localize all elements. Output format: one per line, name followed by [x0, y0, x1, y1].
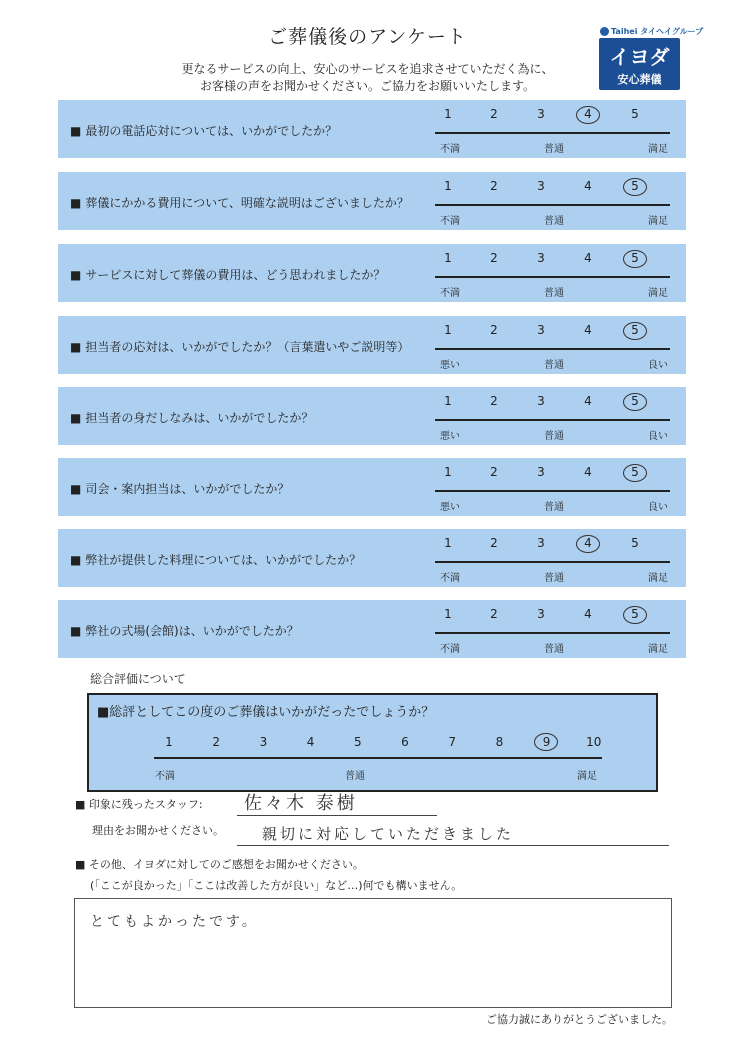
- question-5: [58, 387, 686, 445]
- question-label: 担当者の身だしなみは、いかがでしたか？: [85, 411, 314, 425]
- question-label: 担当者の応対は、いかがでしたか？（言葉遣いやご説明等）: [85, 340, 410, 354]
- summary-option-10[interactable]: 10: [586, 735, 602, 749]
- question-text: [70, 122, 337, 139]
- bullet-square-icon: ■: [70, 553, 82, 567]
- summary-option-3[interactable]: 3: [259, 735, 268, 749]
- rating-label: 普通: [544, 216, 564, 227]
- rating-option-3[interactable]: 3: [537, 179, 545, 193]
- question-label: 司会・案内担当は、いかがでしたか？: [85, 482, 290, 496]
- rating-option-5[interactable]: 5: [631, 179, 639, 193]
- selected-circle-mark: [623, 250, 647, 268]
- rating-label: 満足: [648, 216, 668, 227]
- rating-label: 悪い: [440, 431, 460, 442]
- rating-option-5[interactable]: 5: [631, 323, 639, 337]
- rating-option-4[interactable]: 4: [584, 179, 592, 193]
- company-logo: [599, 38, 680, 90]
- rating-scale: [438, 394, 668, 410]
- rating-scale-line: [435, 419, 670, 421]
- intro-line-1: 更なるサービスの向上、安心のサービスを追求させていただく為に、: [181, 62, 554, 76]
- rating-option-1[interactable]: 1: [444, 107, 452, 121]
- bullet-square-icon: ■: [70, 411, 82, 425]
- rating-label: 普通: [544, 502, 564, 513]
- page-title: ご葬儀後のアンケート: [268, 26, 467, 48]
- question-label: 弊社が提供した料理については、いかがでしたか？: [85, 553, 362, 567]
- rating-label: 満足: [648, 573, 668, 584]
- selected-circle-mark: [623, 606, 647, 624]
- rating-scale-line: [435, 632, 670, 634]
- rating-label: 良い: [648, 502, 668, 513]
- comment-value: とてもよかったです。: [90, 914, 259, 930]
- taihei-mark-icon: [600, 27, 609, 36]
- summary-option-4[interactable]: 4: [306, 735, 315, 749]
- question-1: [58, 100, 686, 158]
- rating-label: 不満: [440, 644, 460, 655]
- rating-label: 良い: [648, 360, 668, 371]
- group-logo-text: Taihei タイヘイグループ: [611, 27, 704, 36]
- rating-label: 満足: [648, 144, 668, 155]
- rating-scale: [438, 179, 668, 195]
- other-hint: (「ここが良かった」「ここは改善した方が良い」など…)何でも構いません。: [90, 879, 463, 892]
- rating-scale: [438, 323, 668, 339]
- rating-option-3[interactable]: 3: [537, 394, 545, 408]
- selected-circle-mark: [576, 535, 600, 553]
- question-4: [58, 316, 686, 374]
- bullet-square-icon: ■: [70, 268, 82, 282]
- rating-option-3[interactable]: 3: [537, 536, 545, 550]
- rating-option-2[interactable]: 2: [490, 465, 498, 479]
- rating-scale: [438, 251, 668, 267]
- rating-option-4[interactable]: 4: [584, 323, 592, 337]
- bullet-square-icon: ■: [70, 124, 82, 138]
- rating-option-4[interactable]: 4: [584, 394, 592, 408]
- logo-main-text: イヨダ: [609, 45, 670, 69]
- summary-option-2[interactable]: 2: [212, 735, 220, 749]
- rating-option-2[interactable]: 2: [490, 107, 498, 121]
- summary-option-7[interactable]: 7: [448, 735, 456, 749]
- question-text: [70, 622, 299, 639]
- question-2: [58, 172, 686, 230]
- rating-label: 普通: [544, 144, 564, 155]
- rating-scale: [438, 465, 668, 481]
- summary-box: [87, 693, 658, 792]
- question-label: 弊社の式場(会館)は、いかがでしたか？: [85, 624, 299, 638]
- rating-option-5[interactable]: 5: [631, 536, 639, 550]
- selected-circle-mark: [623, 393, 647, 411]
- rating-label: 満足: [648, 288, 668, 299]
- question-7: [58, 529, 686, 587]
- rating-option-5[interactable]: 5: [631, 107, 639, 121]
- question-3: [58, 244, 686, 302]
- selected-circle-mark: [623, 464, 647, 482]
- rating-option-1[interactable]: 1: [444, 179, 452, 193]
- summary-option-1[interactable]: 1: [165, 735, 173, 749]
- rating-label: 不満: [440, 216, 460, 227]
- summary-option-5[interactable]: 5: [353, 735, 362, 749]
- rating-label: 普通: [544, 573, 564, 584]
- summary-label: 不満: [155, 771, 175, 782]
- rating-scale-line: [435, 490, 670, 492]
- rating-option-3[interactable]: 3: [537, 607, 545, 621]
- rating-option-1[interactable]: 1: [444, 536, 452, 550]
- reason-underline: [237, 845, 669, 846]
- selected-circle-mark: [576, 106, 600, 124]
- other-label: ■ その他、イヨダに対してのご感想をお聞かせください。: [75, 858, 364, 871]
- rating-scale: [438, 536, 668, 552]
- rating-label: 満足: [648, 644, 668, 655]
- rating-label: 普通: [544, 644, 564, 655]
- summary-selected-circle-mark: [534, 733, 558, 751]
- rating-scale-line: [435, 561, 670, 563]
- rating-option-4[interactable]: 4: [584, 536, 592, 550]
- intro-line-2: お客様の声をお聞かせください。ご協力をお願いいたします。: [199, 79, 536, 93]
- question-label: サービスに対して葬儀の費用は、どう思われましたか？: [85, 268, 386, 282]
- staff-label: ■ 印象に残ったスタッフ:: [75, 798, 203, 811]
- summary-option-6[interactable]: 6: [401, 735, 409, 749]
- question-label: 最初の電話応対については、いかがでしたか？: [85, 124, 338, 138]
- rating-option-2[interactable]: 2: [490, 179, 498, 193]
- question-text: [70, 480, 289, 497]
- rating-option-4[interactable]: 4: [584, 107, 592, 121]
- question-text: [70, 338, 409, 355]
- rating-scale: [438, 107, 668, 123]
- reason-value: 親切に対応していただきました: [262, 825, 515, 843]
- selected-circle-mark: [623, 322, 647, 340]
- rating-label: 普通: [544, 360, 564, 371]
- rating-label: 不満: [440, 573, 460, 584]
- rating-label: 普通: [544, 288, 564, 299]
- staff-underline: [237, 815, 437, 816]
- question-text: [70, 194, 409, 211]
- rating-option-3[interactable]: 3: [537, 323, 545, 337]
- summary-question: ■総評としてこの度のご葬儀はいかがだったでしょうか？: [97, 705, 435, 720]
- summary-option-8[interactable]: 8: [495, 735, 504, 749]
- rating-option-5[interactable]: 5: [631, 607, 639, 621]
- question-text: [70, 551, 361, 568]
- rating-scale-line: [435, 276, 670, 278]
- rating-option-2[interactable]: 2: [490, 536, 498, 550]
- rating-option-5[interactable]: 5: [631, 251, 639, 265]
- rating-option-1[interactable]: 1: [444, 465, 452, 479]
- rating-scale-line: [435, 132, 670, 134]
- rating-option-5[interactable]: 5: [631, 394, 639, 408]
- rating-scale: [438, 607, 668, 623]
- summary-scale-line: [154, 757, 602, 759]
- summary-option-9[interactable]: 9: [542, 735, 551, 749]
- rating-scale-line: [435, 348, 670, 350]
- thanks-text: ご協力誠にありがとうございました。: [486, 1013, 673, 1026]
- bullet-square-icon: ■: [70, 624, 82, 638]
- rating-label: 不満: [440, 144, 460, 155]
- question-8: [58, 600, 686, 658]
- selected-circle-mark: [623, 178, 647, 196]
- summary-section-title: 総合評価について: [90, 672, 186, 686]
- reason-label: 理由をお聞かせください。: [92, 824, 224, 837]
- rating-label: 普通: [544, 431, 564, 442]
- logo-sub-text: 安心葬儀: [617, 73, 662, 86]
- rating-option-5[interactable]: 5: [631, 465, 639, 479]
- question-6: [58, 458, 686, 516]
- bullet-square-icon: ■: [70, 196, 82, 210]
- group-logo: [600, 26, 703, 37]
- rating-option-2[interactable]: 2: [490, 251, 498, 265]
- rating-option-1[interactable]: 1: [444, 251, 452, 265]
- rating-label: 良い: [648, 431, 668, 442]
- rating-option-4[interactable]: 4: [584, 251, 592, 265]
- staff-name-value: 佐々木 泰樹: [244, 793, 358, 814]
- comment-box: [74, 898, 672, 1008]
- question-text: [70, 409, 313, 426]
- bullet-square-icon: ■: [70, 340, 82, 354]
- rating-label: 悪い: [440, 502, 460, 513]
- rating-option-1[interactable]: 1: [444, 323, 452, 337]
- rating-scale-line: [435, 204, 670, 206]
- question-label: 葬儀にかかる費用について、明確な説明はございましたか？: [85, 196, 409, 210]
- summary-label: 普通: [345, 771, 365, 782]
- bullet-square-icon: ■: [70, 482, 82, 496]
- rating-option-3[interactable]: 3: [537, 465, 545, 479]
- rating-option-1[interactable]: 1: [444, 394, 452, 408]
- rating-option-3[interactable]: 3: [537, 107, 545, 121]
- rating-label: 悪い: [440, 360, 460, 371]
- rating-label: 不満: [440, 288, 460, 299]
- rating-option-4[interactable]: 4: [584, 607, 592, 621]
- question-text: [70, 266, 385, 283]
- rating-option-2[interactable]: 2: [490, 394, 498, 408]
- rating-option-3[interactable]: 3: [537, 251, 545, 265]
- rating-option-1[interactable]: 1: [444, 607, 452, 621]
- rating-option-4[interactable]: 4: [584, 465, 592, 479]
- rating-option-2[interactable]: 2: [490, 607, 498, 621]
- rating-option-2[interactable]: 2: [490, 323, 498, 337]
- summary-label: 満足: [577, 771, 597, 782]
